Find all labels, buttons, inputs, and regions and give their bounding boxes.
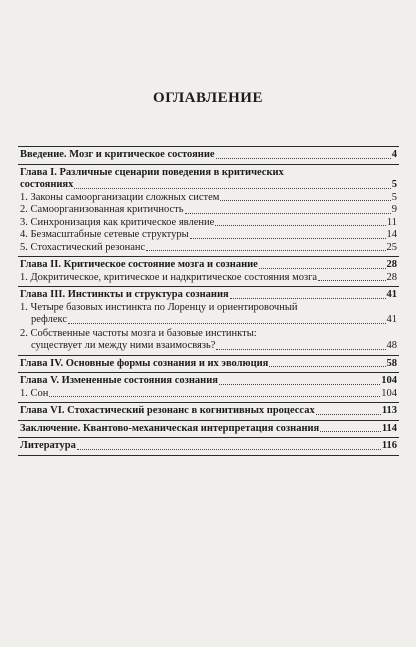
toc-conclusion [18,421,399,439]
toc-entry-text: рефлекс [31,314,67,325]
toc-chapter-6 [18,403,399,421]
leader-dots [259,268,386,269]
leader-dots [216,158,391,159]
leader-dots [269,366,385,367]
leader-dots [216,349,385,350]
toc-entry[interactable] [20,259,397,272]
toc-entry-text: 5. Стохастический резонанс [20,241,146,253]
leader-dots [49,396,380,397]
toc-chapter-5 [18,373,399,403]
toc-subentry[interactable] [20,217,397,230]
toc-entry-text: 1. Сон [20,387,49,399]
leader-dots [219,384,380,385]
toc-entry-text: Глава II. Критическое состояние мозга и сознание [20,259,258,270]
page-title: ОГЛАВЛЕНИЕ [153,90,263,106]
toc-entry-page: 58 [386,357,397,369]
toc-entry-text: Глава VI. Стохастический резонанс в когнитивных процессах [20,405,315,416]
toc-entry-text: Литература [20,440,76,451]
toc-entry-text: Заключение. Квантово-механическая интерпретация сознания [20,422,320,434]
toc-chapter-3 [18,287,399,356]
toc-subentry[interactable] [20,388,397,401]
toc-intro [18,147,399,165]
toc-subentry[interactable] [20,192,397,205]
toc-entry[interactable] [20,375,397,388]
toc-entry-text: 1. Докритическое, критическое и надкритическое состояния мозга [20,271,318,283]
leader-dots [320,431,381,432]
toc-entry[interactable] [20,358,397,371]
toc-literature [18,438,399,456]
toc-entry[interactable] [20,289,397,302]
toc-entry-text: 1. Законы самоорганизации сложных систем [20,191,220,203]
leader-dots [220,200,390,201]
toc-entry[interactable] [20,149,397,162]
toc-entry[interactable] [20,179,397,192]
toc-entry[interactable] [20,423,397,436]
toc-entry-page: 5 [391,179,397,190]
toc-entry-text: 3. Синхронизация как критическое явление [20,216,215,228]
leader-dots [74,188,390,189]
leader-dots [318,280,385,281]
toc-entry-page: 11 [386,216,397,228]
toc-entry-page: 28 [386,259,397,270]
leader-dots [68,323,386,324]
leader-dots [230,298,386,299]
toc-entry[interactable] [20,440,397,453]
toc-subentry[interactable] [20,204,397,217]
toc-entry-page: 104 [381,387,397,399]
toc-chapter-2 [18,257,399,287]
leader-dots [185,213,391,214]
toc-subentry[interactable] [20,272,397,285]
toc-entry-page: 41 [386,289,397,300]
toc-subentry[interactable] [20,229,397,242]
toc-entry-page: 14 [386,229,397,240]
toc-entry-page: 113 [381,405,397,416]
toc-entry-text: Введение. Мозг и критическое состояние [20,149,215,160]
toc-entry-text: существует ли между ними взаимосвязь? [31,340,216,351]
toc-subentry-line[interactable]: 1. Четыре базовых инстинкта по Лоренцу и ориентировочный [20,301,298,313]
toc-subentry-line[interactable]: 2. Собственные частоты мозга и базовые инстинкты: [20,327,257,339]
toc-entry-page: 116 [381,440,397,451]
leader-dots [77,449,381,450]
toc-subentry[interactable] [20,242,397,255]
toc-entry[interactable] [20,405,397,418]
toc-entry-text: Глава III. Инстинкты и структура сознания [20,289,229,300]
toc-entry-page: 9 [391,204,397,215]
toc-entry-text: Глава IV. Основные формы сознания и их эволюция [20,357,269,369]
toc-entry-page: 48 [386,340,397,351]
table-of-contents [18,146,399,456]
toc-entry-text: 4. Безмасштабные сетевые структуры [20,229,189,240]
leader-dots [215,225,386,226]
toc-entry-page: 5 [391,191,397,203]
chapter-heading[interactable]: Глава I. Различные сценарии поведения в критических [20,166,284,178]
toc-chapter-4 [18,356,399,374]
toc-subentry[interactable] [20,314,397,327]
leader-dots [146,250,385,251]
toc-subentry[interactable] [20,340,397,353]
toc-entry-page: 41 [386,314,397,325]
toc-entry-page: 104 [381,375,397,386]
toc-entry-page: 25 [386,241,397,253]
leader-dots [316,414,381,415]
toc-entry-text: состояниях [20,179,74,190]
toc-entry-text: Глава V. Измененные состояния сознания [20,375,218,386]
toc-entry-page: 114 [381,422,397,434]
toc-chapter-1 [18,165,399,258]
toc-entry-text: 2. Самоорганизованная критичность [20,204,184,215]
toc-entry-page: 28 [386,271,397,283]
leader-dots [190,238,386,239]
toc-entry-page: 4 [391,149,397,160]
